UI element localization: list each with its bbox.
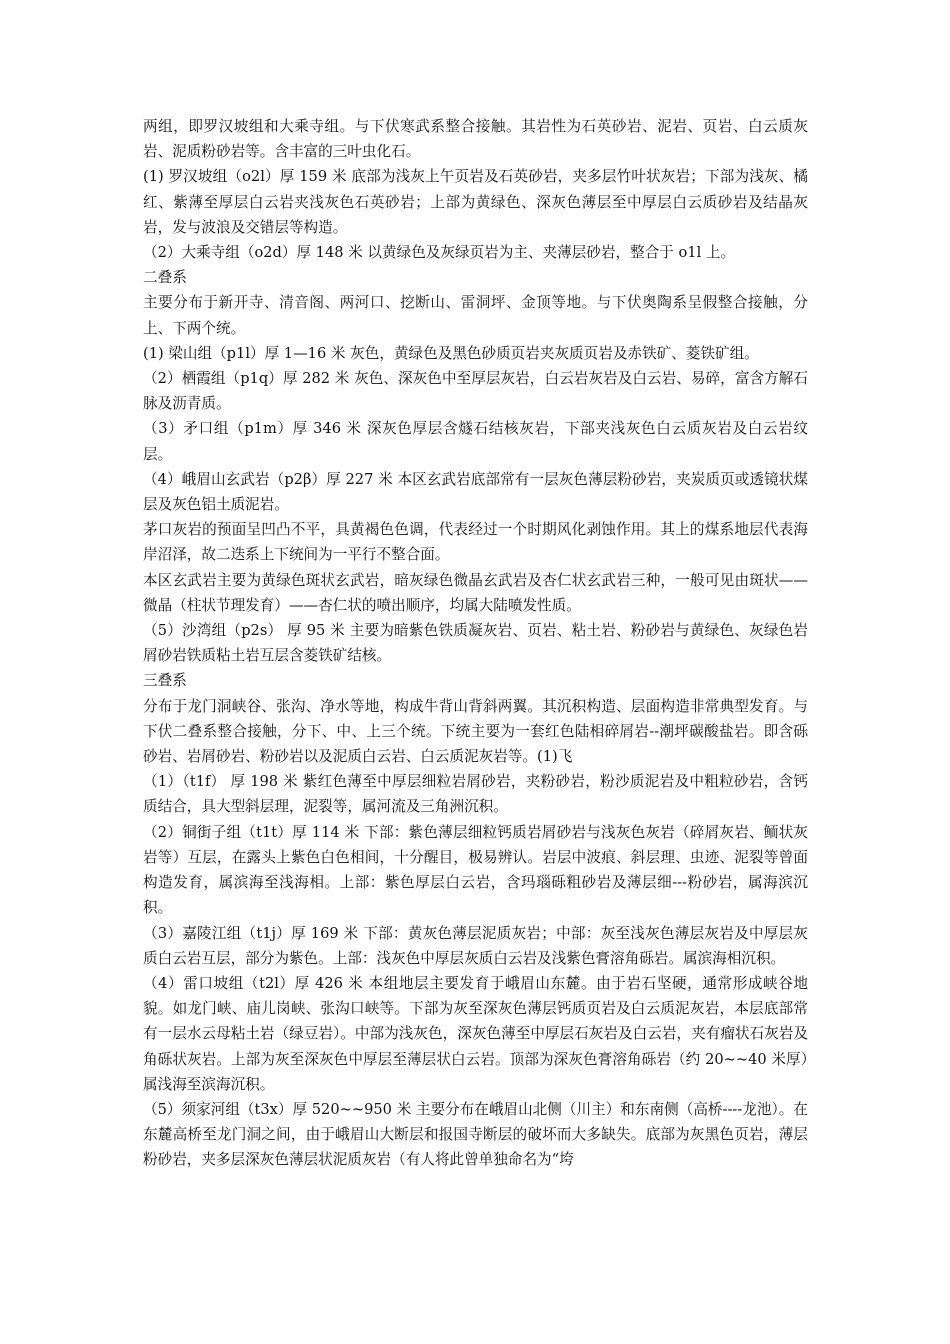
paragraph-dachengsi: （2）大乘寺组（o2d）厚 148 米 以黄绿色及灰绿页岩为主、夹薄层砂岩，整合于 o1l 上。 (143, 244, 736, 262)
paragraph-qixia: （2）栖霞组（p1q）厚 282 米 灰色、深灰色中至厚层灰岩，白云岩灰岩及白云岩、易碎，富含方解石脉及沥青质。 (143, 370, 808, 413)
paragraph-intro: 两组，即罗汉坡组和大乘寺组。与下伏寒武系整合接触。其岩性为石英砂岩、泥岩、页岩、白云质灰岩、泥质粉砂岩等。含丰富的三叶虫化石。 (143, 118, 808, 161)
paragraph-tongjiezi: （2）铜街子组（t1t）厚 114 米 下部：紫色薄层细粒钙质岩屑砂岩与浅灰色灰岩（碎屑灰岩、鲕状灰岩等）互层，在露头上紫色白色相间，十分醒目，极易辨认。岩层中波痕、斜层理、虫迹、泥裂等曾面构造发育，属滨海至浅海相。上部：紫色厚层白云岩，含玛瑙砾粗砂岩及薄层细---粉砂岩，属海滨沉积。 (143, 823, 808, 917)
paragraph-shawan: （5）沙湾组（p2s） 厚 95 米 主要为暗紫色铁质凝灰岩、页岩、粘土岩、粉砂岩与黄绿色、灰绿色岩屑砂岩铁质粘土岩互层含菱铁矿结核。 (143, 622, 808, 665)
paragraph-maokou: （3）矛口组（p1m）厚 346 米 深灰色厚层含燧石结核灰岩，下部夹浅灰色白云质灰岩及白云岩纹层。 (143, 420, 808, 463)
heading-triassic: 三叠系 (143, 672, 187, 690)
document-body (143, 114, 808, 1173)
paragraph-xujiahe: （5）须家河组（t3x）厚 520~~950 米 主要分布在峨眉山北侧（川主）和东南侧（高桥----龙池）。在东麓高桥至龙门洞之间，由于峨眉山大断层和报国寺断层的破坏而大多缺失。底部为灰黑色页岩，薄层粉砂岩，夹多层深灰色薄层状泥质灰岩（有人将此曾单独命名为“垮 (143, 1100, 808, 1169)
paragraph-feixianguan: （1）（t1f） 厚 198 米 紫红色薄至中厚层细粒岩屑砂岩，夹粉砂岩，粉沙质泥岩及中粗粒砂岩，含钙质结合，具大型斜层理，泥裂等，属河流及三角洲沉积。 (143, 773, 808, 816)
heading-permian: 二叠系 (143, 269, 187, 287)
paragraph-maokou-limestone: 茅口灰岩的预面呈凹凸不平，具黄褐色色调，代表经过一个时期风化剥蚀作用。其上的煤系地层代表海岸沼泽，故二迭系上下统间为一平行不整合面。 (143, 521, 808, 564)
paragraph-luohanpo: (1) 罗汉坡组（o2l）厚 159 米 底部为浅灰上午页岩及石英砂岩，夹多层竹叶状灰岩；下部为浅灰、橘红、紫薄至厚层白云岩夹浅灰色石英砂岩；上部为黄绿色、深灰色薄层至中厚层白云质砂岩及结晶灰岩，发与波浪及交错层等构造。 (143, 168, 808, 236)
paragraph-emeishan-basalt: （4）峨眉山玄武岩（p2β）厚 227 米 本区玄武岩底部常有一层灰色薄层粉砂岩，夹炭质页或透镜状煤层及灰色铝土质泥岩。 (143, 470, 808, 514)
paragraph-permian-intro: 主要分布于新开寺、清音阁、两河口、挖断山、雷洞坪、金顶等地。与下伏奥陶系呈假整合接触，分上、下两个统。 (143, 294, 808, 337)
paragraph-jialingjiang: （3）嘉陵江组（t1j）厚 169 米 下部：黄灰色薄层泥质灰岩；中部：灰至浅灰色薄层灰岩及中厚层灰质白云岩互层，部分为紫色。上部：浅灰色中厚层灰质白云岩及浅紫色膏溶角砾岩。属滨海相沉积。 (143, 924, 808, 967)
paragraph-basalt-types: 本区玄武岩主要为黄绿色斑状玄武岩，暗灰绿色微晶玄武岩及杏仁状玄武岩三种，一般可见由斑状——微晶（柱状节理发育）——杏仁状的喷出顺序，均属大陆喷发性质。 (143, 571, 808, 614)
paragraph-leikoupo: （4）雷口坡组（t2l）厚 426 米 本组地层主要发育于峨眉山东麓。由于岩石坚硬，通常形成峡谷地貌。如龙门峡、庙儿岗峡、张沟口峡等。下部为灰至深灰色薄层钙质页岩及白云质泥灰岩，本层底部常有一层水云母粘土岩（绿豆岩）。中部为浅灰色，深灰色薄至中厚层石灰岩及白云岩，夹有瘤状石灰岩及角砾状灰岩。上部为灰至深灰色中厚层至薄层状白云岩。顶部为深灰色膏溶角砾岩（约 20~~40 米厚）属浅海至滨海沉积。 (143, 974, 808, 1093)
paragraph-triassic-intro: 分布于龙门洞峡谷、张沟、净水等地，构成牛背山背斜两翼。其沉积构造、层面构造非常典型发育。与下伏二叠系整合接触，分下、中、上三个统。下统主要为一套红色陆相碎屑岩--潮坪碳酸盐岩。即含砾砂岩、岩屑砂岩、粉砂岩以及泥质白云岩、白云质泥灰岩等。(1)飞 (143, 697, 808, 766)
paragraph-liangshan: (1) 梁山组（p1l）厚 1—16 米 灰色，黄绿色及黑色砂质页岩夹灰质页岩及赤铁矿、菱铁矿组。 (143, 344, 759, 362)
